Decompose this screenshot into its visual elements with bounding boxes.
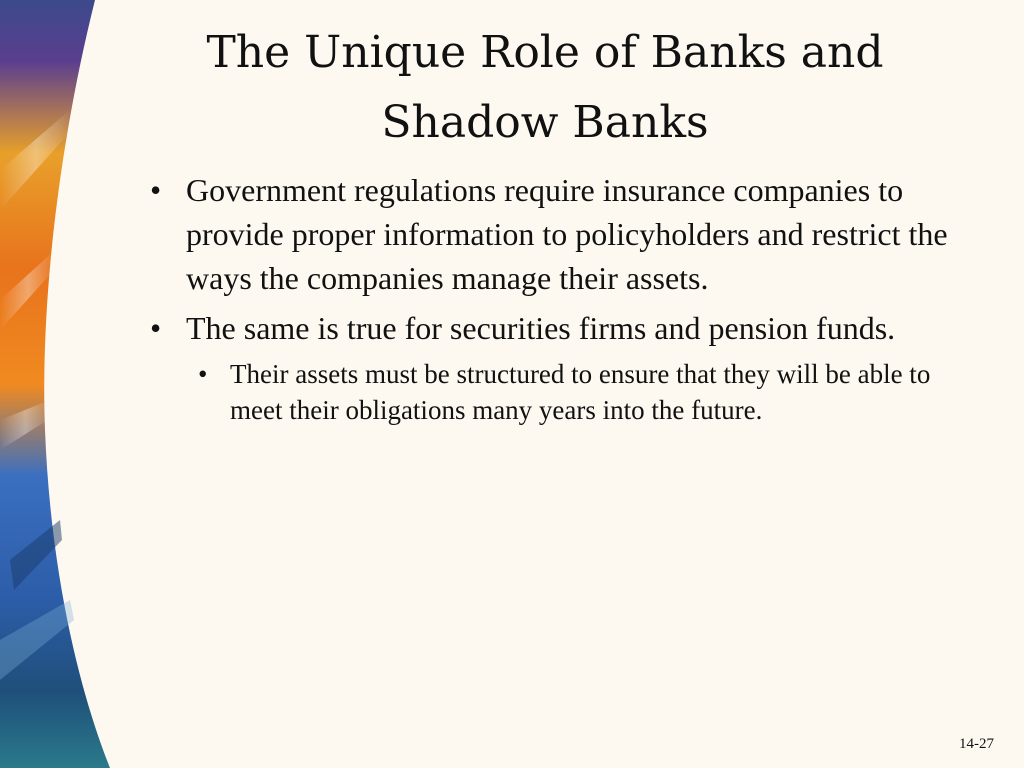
decorative-side-art [0,0,140,768]
bullet-glyph: • [150,310,162,346]
bullet-text: The same is true for securities firms and pension funds. [186,310,896,346]
bullet-text: Government regulations require insurance companies to provide proper information to policyholders and restrict the ways the companies manage their assets. [186,172,948,296]
sub-bullet-glyph: • [198,359,208,389]
bullet-item [150,168,950,300]
bullet-glyph: • [150,172,162,208]
bullet-list [150,168,950,428]
sub-bullet-item [150,356,950,428]
bullet-item [150,306,950,350]
page-number: 14-27 [959,736,994,752]
sub-bullet-text: Their assets must be structured to ensure that they will be able to meet their obligations many years into the future. [230,359,931,425]
slide-title: The Unique Role of Banks and Shadow Banks [206,27,884,148]
